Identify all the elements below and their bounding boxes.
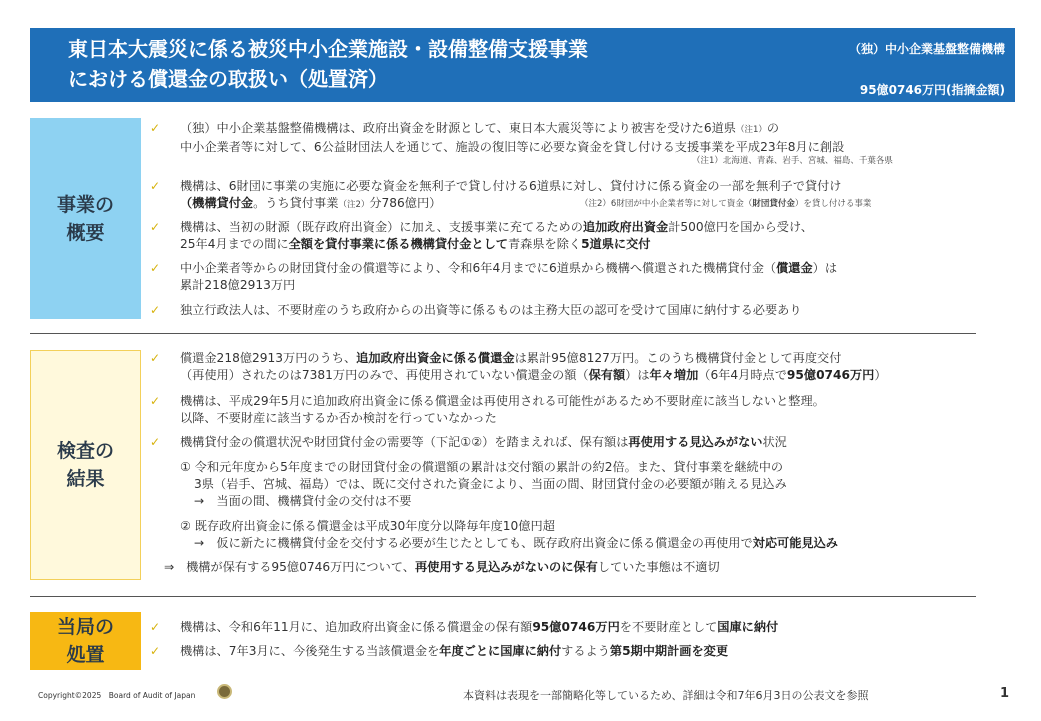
bold-text: 95億0746万円 <box>532 620 620 634</box>
section-label-result <box>30 350 141 580</box>
header-banner <box>30 28 1015 102</box>
bold-text: 年度ごとに国庫に納付 <box>439 644 562 658</box>
section-label-overview-line2: 概要 <box>66 221 105 244</box>
section-label-action-line1: 当局の <box>56 616 114 638</box>
section-label-overview-line1: 事業の <box>56 193 114 216</box>
bold-text: 国庫に納付 <box>717 620 779 634</box>
check-icon: ✓ <box>150 394 161 408</box>
bold-text: 全額を貸付事業に係る機構貸付金として <box>288 237 508 251</box>
bold-text: 95億0746万円 <box>786 368 875 382</box>
text: ）を貸し付ける事業 <box>794 199 872 209</box>
page-title <box>68 34 588 94</box>
text: ② 既存政府出資金に係る償還金は平成30年度分以降毎年度10億円超 <box>180 519 555 533</box>
text: 機構は、6財団に事業の実施に必要な資金を無利子で貸し付ける6道県に対し、貸付けに係る資金の一部を無利子で貸付け <box>180 179 842 193</box>
text: （注2）6財団が中小企業者等に対して資金（ <box>580 199 753 209</box>
text: （再使用）されたのは7381万円のみで、再使用されていない償還金の額（ <box>180 368 589 382</box>
text: 中小企業者等に対して、6公益財団法人を通じて、施設の復旧等に必要な資金を貸し付ける支援事業を平成23年8月に創設 <box>180 140 845 154</box>
bold-text: 追加政府出資金に係る償還金 <box>356 351 515 365</box>
text: の <box>766 121 780 135</box>
text: 機構は、7年3月に、今後発生する当該償還金を <box>180 644 440 658</box>
text: （6年4月時点で <box>698 368 787 382</box>
bold-text: 償還金 <box>776 261 813 275</box>
text: → 当面の間、機構貸付金の交付は不要 <box>194 494 412 508</box>
check-icon: ✓ <box>150 303 161 317</box>
section-label-overview <box>30 118 141 319</box>
check-icon: ✓ <box>150 644 161 658</box>
text: 機構は、平成29年5月に追加政府出資金に係る償還金は再使用される可能性があるため不要財産に該当しないと整理。 <box>180 394 825 408</box>
organization-name: （独）中小企業基盤整備機構 <box>848 42 1005 56</box>
check-icon: ✓ <box>150 121 161 135</box>
section-label-action-line2: 処置 <box>66 644 105 666</box>
text: （独）中小企業基盤整備機構は、政府出資金を財源として、東日本大震災等により被害を受けた6道県 <box>180 121 736 135</box>
check-icon: ✓ <box>150 620 161 634</box>
section-divider <box>30 596 976 597</box>
text: 計500億円を国から受け、 <box>668 220 813 234</box>
page-title-line2: における償還金の取扱い（処置済） <box>68 67 388 91</box>
text: 3県（岩手、宮城、福島）では、既に交付された資金により、当面の間、財団貸付金の必要額が賄える見込み <box>194 477 787 491</box>
bold-text: 第5期中期計画を変更 <box>609 644 729 658</box>
text: 機構貸付金の償還状況や財団貸付金の需要等（下記①②）を踏まえれば、保有額は <box>180 435 629 449</box>
check-icon: ✓ <box>150 179 161 193</box>
bold-text: 財団貸付金 <box>752 199 795 209</box>
check-icon: ✓ <box>150 261 161 275</box>
bold-text: 再使用する見込みがないのに保有 <box>414 560 598 574</box>
text: 。うち貸付事業 <box>253 196 339 210</box>
text: ） <box>874 368 887 382</box>
text: 独立行政法人は、不要財産のうち政府からの出資等に係るものは主務大臣の認可を受けて国庫に納付する必要あり <box>180 303 802 317</box>
text: 青森県を除く <box>507 237 582 251</box>
bold-text: 保有額 <box>588 368 626 382</box>
text: 償還金218億2913万円のうち、 <box>180 351 357 365</box>
bold-text: 再使用する見込みがない <box>628 435 763 449</box>
text: ① 令和元年度から5年度までの財団貸付金の償還額の累計は交付額の累計の約2倍。また、貸付事業を継続中の <box>180 460 784 474</box>
section-label-action <box>30 612 141 670</box>
page-number: 1 <box>1000 686 1010 701</box>
section-divider <box>30 333 976 334</box>
footnote-1: （注1）北海道、青森、岩手、宮城、福島、千葉各県 <box>692 156 893 166</box>
bold-text: 年々増加 <box>649 368 699 382</box>
footer-note: 本資料は表現を一部簡略化等しているため、詳細は令和7年6月3日の公表文を参照 <box>463 689 869 702</box>
text: するよう <box>561 644 610 658</box>
check-icon: ✓ <box>150 351 161 365</box>
footnote-ref: （注1） <box>735 125 767 135</box>
text: 機構は、当初の財源（既存政府出資金）に加え、支援事業に充てるための <box>180 220 583 234</box>
section-label-result-line1: 検査の <box>56 440 114 462</box>
text: は累計95億8127万円。このうち機構貸付金として再度交付 <box>514 351 842 365</box>
copyright: Copyright©2025 Board of Audit of Japan <box>38 691 196 700</box>
text: 機構は、令和6年11月に、追加政府出資金に係る償還金の保有額 <box>180 620 533 634</box>
check-icon: ✓ <box>150 220 161 234</box>
bold-text: 追加政府出資金 <box>582 220 669 234</box>
bold-text: 対応可能見込み <box>752 536 838 550</box>
text: 累計218億2913万円 <box>180 278 296 292</box>
result-conclusion <box>164 559 720 576</box>
footnote-ref: （注2） <box>338 200 370 210</box>
text: 状況 <box>762 435 787 449</box>
text: していた事態は不適切 <box>597 560 720 574</box>
text: ）は <box>812 261 838 275</box>
text: 中小企業者等からの財団貸付金の償還等により、令和6年4月までに6道県から機構へ償還された機構貸付金（ <box>180 261 777 275</box>
seal-icon <box>217 684 232 699</box>
text: 機構が保有する95億0746万円について、 <box>186 560 415 574</box>
text: 分786億円） <box>369 196 442 210</box>
page-title-line1: 東日本大震災に係る被災中小企業施設・設備整備支援事業 <box>68 37 588 61</box>
section-label-result-line2: 結果 <box>66 468 105 490</box>
text: → 仮に新たに機構貸付金を交付する必要が生じたとしても、既存政府出資金に係る償還金の再使用で <box>194 536 753 550</box>
result-sub-item-1 <box>180 459 787 510</box>
indicated-amount: 95億0746万円(指摘金額) <box>859 83 1005 97</box>
bold-text: 5道県に交付 <box>581 237 651 251</box>
result-sub-item-2 <box>180 518 838 552</box>
arrow-icon: ⇒ <box>164 560 175 574</box>
check-icon: ✓ <box>150 435 161 449</box>
text: 以降、不要財産に該当するか否か検討を行っていなかった <box>180 411 497 425</box>
text: を不要財産として <box>619 620 718 634</box>
footnote-2 <box>580 197 871 209</box>
text: ）は <box>625 368 650 382</box>
bold-text: （機構貸付金 <box>180 196 254 210</box>
text: 25年4月までの間に <box>180 237 289 251</box>
